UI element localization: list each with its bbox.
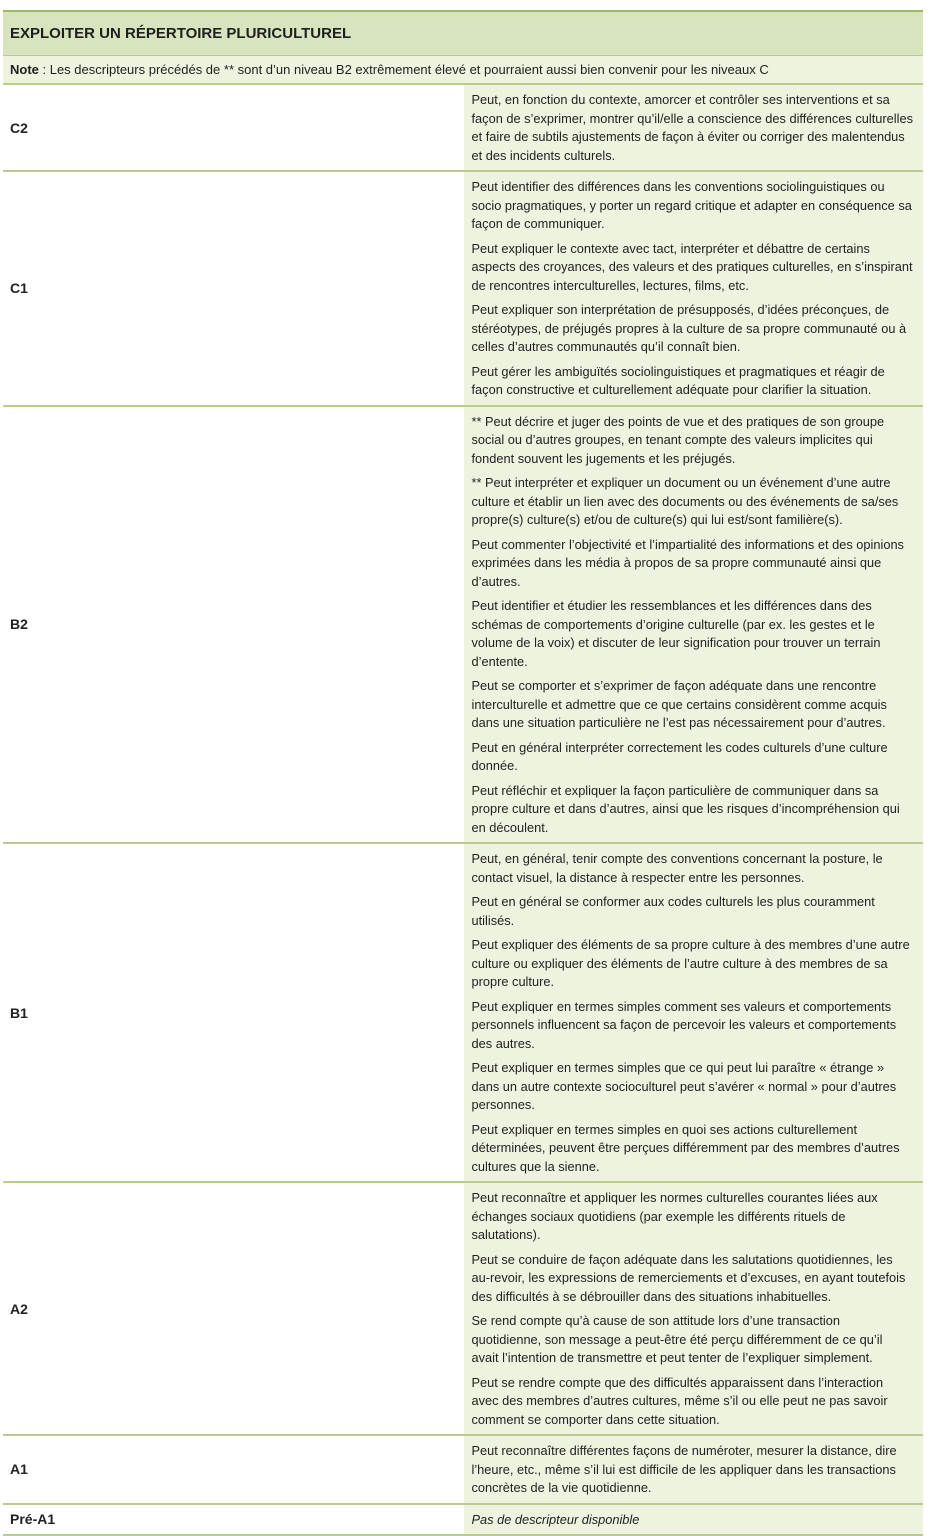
descriptor-text: Peut se conduire de façon adéquate dans les salutations quotidiennes, les au-revoir, les expressions de remerciements et d’excuses, en ayant toutefois des difficultés à se débrouiller dans des situations inhabituelles. [471,1251,906,1304]
note-row [3,56,923,85]
level-descriptors [463,1504,923,1536]
level-row [3,84,923,171]
descriptor-text: Pas de descripteur disponible [471,1511,640,1527]
descriptor-text: ** Peut décrire et juger des points de vue et des pratiques de son groupe social ou d’autres groupes, en tenant compte des valeurs implicites qui fondent souvent les jugements et les préjugés. [471,413,885,466]
title-row [3,11,923,56]
descriptor-table [3,10,923,1536]
note-cell [3,56,923,85]
level-descriptors [463,84,923,171]
level-descriptors [463,1435,923,1504]
level-row [3,1182,923,1435]
level-row [3,406,923,844]
descriptor-text: Peut identifier des différences dans les conventions sociolinguistiques ou socio pragmatiques, y porter un regard critique et adapter en conséquence sa façon de communiquer. [471,179,912,231]
descriptor-text: Peut, en fonction du contexte, amorcer et contrôler ses interventions et sa façon de s’exprimer, montrer qu’il/elle a conscience des différences culturelles et faire de subtils ajustements de façon à éviter ou corriger des malentendus et des incidents culturels. [471,92,913,163]
descriptor-table-body [3,11,923,1535]
level-descriptors [463,406,923,844]
descriptor-text: Peut expliquer des éléments de sa propre culture à des membres d’une autre culture ou expliquer des éléments de l’autre culture à des membres de sa propre culture. [471,937,910,989]
descriptor-text: Peut gérer les ambiguïtés sociolinguistiques et pragmatiques et réagir de façon constructive et culturellement adéquate pour clarifier la situation. [471,363,885,397]
level-descriptors [463,843,923,1182]
descriptor-text: Peut identifier et étudier les ressemblances et les différences dans des schémas de comportements d’origine culturelle (par ex. les gestes et le volume de la voix) et discuter de leur signification pour trouver un terrain d’entente. [471,598,881,669]
table-title: EXPLOITER UN RÉPERTOIRE PLURICULTUREL [3,11,923,56]
descriptor-text: Peut se comporter et s’exprimer de façon adéquate dans une rencontre interculturelle et admettre que ce que certains considèrent comme acquis dans une situation particulière ne l’est pas nécessairement pour d’autres. [471,678,887,730]
level-descriptors [463,171,923,406]
descriptor-text: Peut commenter l’objectivité et l’impartialité des informations et des opinions exprimées dans les média à propos de sa propre communauté ainsi que d’autres. [471,536,904,589]
descriptor-text: Peut se rendre compte que des difficultés apparaissent dans l’interaction avec des membres d’autres cultures, même s’il ou elle peut ne pas savoir comment se comporter dans cette situation. [471,1374,888,1427]
descriptor-text: Peut expliquer son interprétation de présupposés, d’idées préconçues, de stéréotypes, de préjugés propres à la culture de sa propre communauté ou à celles d’autres communautés qu’il connaît bien. [471,302,907,354]
level-label: B2 [3,406,463,844]
level-label: C1 [3,171,463,406]
level-row [3,1504,923,1536]
level-row [3,171,923,406]
level-label: A2 [3,1182,463,1435]
level-row [3,843,923,1182]
level-label: A1 [3,1435,463,1504]
note-text: : Les descripteurs précédés de ** sont d’un niveau B2 extrêmement élevé et pourraient aussi bien convenir pour les niveaux C [38,62,769,77]
descriptor-text: Peut en général interpréter correctement les codes culturels d’une culture donnée. [471,739,888,773]
level-label: Pré-A1 [3,1504,463,1536]
descriptor-text: ** Peut interpréter et expliquer un document ou un événement d’une autre culture et établir un lien avec des documents ou des événements de sa/ses propre(s) culture(s) et/ou de culture(s) qui lui est/sont familière(s). [471,475,899,527]
descriptor-text: Peut en général se conformer aux codes culturels les plus couramment utilisés. [471,894,875,928]
descriptor-text: Peut expliquer en termes simples que ce qui peut lui paraître « étrange » dans un autre contexte socioculturel peut s’avérer « normal » pour d’autres personnes. [471,1060,897,1112]
level-label: B1 [3,843,463,1182]
descriptor-text: Peut, en général, tenir compte des conventions concernant la posture, le contact visuel, la distance à respecter entre les personnes. [471,851,883,885]
descriptor-text: Peut réfléchir et expliquer la façon particulière de communiquer dans sa propre culture et dans d’autres, ainsi que les risques d’incompréhension qui en découlent. [471,782,900,835]
descriptor-text: Peut reconnaître et appliquer les normes culturelles courantes liées aux échanges sociaux quotidiens (par exemple les différents rituels de salutations). [471,1190,878,1242]
descriptor-text: Se rend compte qu’à cause de son attitude lors d’une transaction quotidienne, son message a peut-être été perçu différemment de ce qu’il avait l’intention de transmettre et peut tenter de l’expliquer simplement. [471,1313,883,1365]
descriptor-text: Peut expliquer en termes simples comment ses valeurs et comportements personnels influencent sa façon de percevoir les valeurs et comportements des autres. [471,998,897,1051]
descriptor-text: Peut expliquer le contexte avec tact, interpréter et débattre de certains aspects des croyances, des valeurs et des pratiques culturelles, en s’inspirant de rencontres interculturelles, lectures, films, etc. [471,240,913,293]
level-label: C2 [3,84,463,171]
descriptor-text: Peut expliquer en termes simples en quoi ses actions culturellement déterminées, peuvent être perçues différemment par des membres d’autres cultures que la sienne. [471,1121,900,1174]
level-descriptors [463,1182,923,1435]
descriptor-text: Peut reconnaître différentes façons de numéroter, mesurer la distance, dire l’heure, etc., même s’il lui est difficile de les appliquer dans les transactions concrètes de la vie quotidienne. [471,1443,897,1495]
level-row [3,1435,923,1504]
note-label: Note [10,62,39,77]
